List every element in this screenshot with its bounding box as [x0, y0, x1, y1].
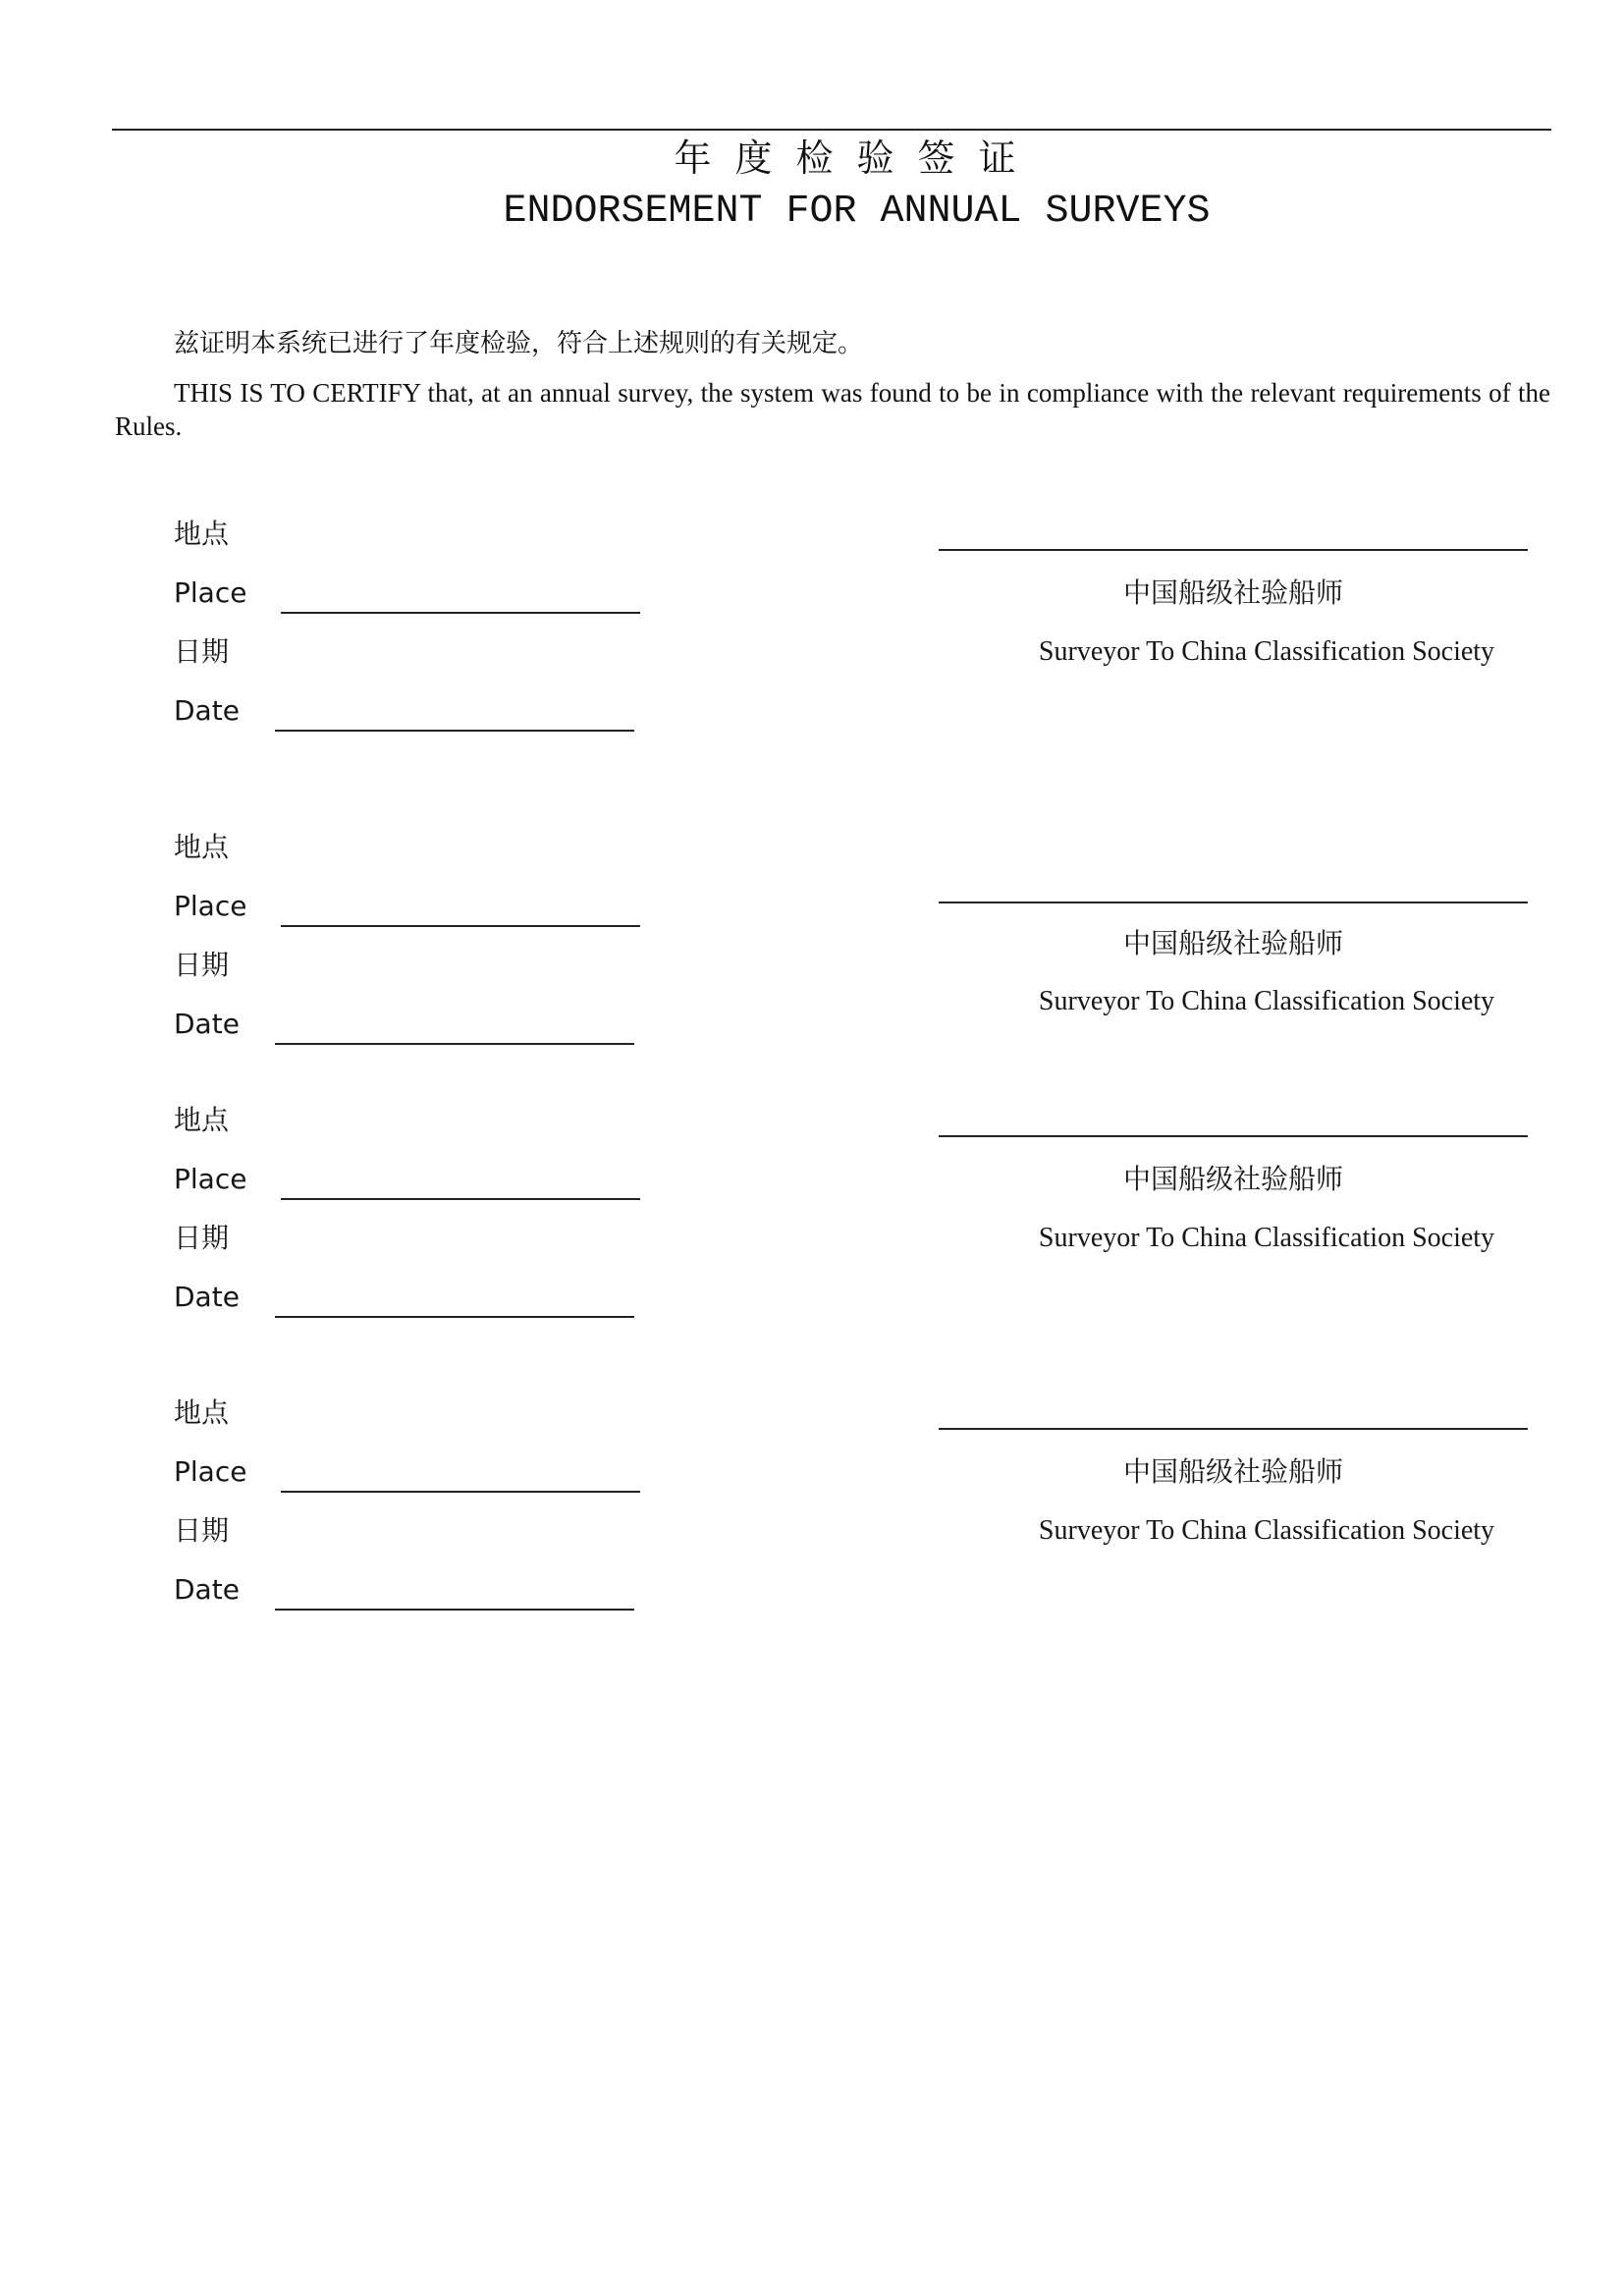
date-field[interactable] — [275, 1316, 634, 1318]
surveyor-signature-line[interactable] — [939, 1428, 1528, 1430]
surveyor-title-chinese: 中国船级社验船师 — [1122, 927, 1343, 959]
endorsement-block-3 — [0, 1101, 1624, 1337]
certification-statement-chinese: 兹证明本系统已进行了年度检验，符合上述规则的有关规定。 — [174, 329, 864, 358]
date-label: Date — [174, 694, 240, 727]
top-rule — [112, 129, 1551, 131]
surveyor-signature-line[interactable] — [939, 902, 1528, 903]
surveyor-title-english: Surveyor To China Classification Society — [1038, 986, 1495, 1016]
endorsement-block-2 — [0, 828, 1624, 1064]
date-label: Date — [174, 1573, 240, 1606]
certification-statement-english: THIS IS TO CERTIFY that, at an annual survey, the system was found to be in compliance with the relevant requirements of the Rules. — [115, 378, 1550, 441]
surveyor-title-english: Surveyor To China Classification Society — [1038, 1223, 1495, 1253]
date-label: Date — [174, 1281, 240, 1313]
place-label-chinese: 地点 — [174, 1104, 230, 1136]
place-label: Place — [174, 890, 247, 922]
date-field[interactable] — [275, 1609, 634, 1611]
surveyor-title-english: Surveyor To China Classification Society — [1038, 636, 1495, 667]
place-label-chinese: 地点 — [174, 831, 230, 863]
date-label-chinese: 日期 — [174, 635, 230, 668]
endorsement-block-4 — [0, 1394, 1624, 1629]
place-label-chinese: 地点 — [174, 1396, 230, 1429]
date-field[interactable] — [275, 1043, 634, 1045]
title-english: ENDORSEMENT FOR ANNUAL SURVEYS — [503, 190, 1211, 234]
surveyor-title-chinese: 中国船级社验船师 — [1122, 576, 1343, 609]
surveyor-signature-line[interactable] — [939, 549, 1528, 551]
date-label: Date — [174, 1008, 240, 1040]
place-field[interactable] — [281, 1491, 640, 1493]
surveyor-title-chinese: 中国船级社验船师 — [1122, 1455, 1343, 1488]
place-label: Place — [174, 1455, 247, 1488]
place-label: Place — [174, 576, 247, 609]
date-field[interactable] — [275, 730, 634, 732]
date-label-chinese: 日期 — [174, 1222, 230, 1254]
place-label-chinese: 地点 — [174, 518, 230, 550]
place-label: Place — [174, 1163, 247, 1195]
date-label-chinese: 日期 — [174, 949, 230, 981]
place-field[interactable] — [281, 1198, 640, 1200]
title-chinese: 年度检验签证 — [674, 137, 1040, 180]
surveyor-title-chinese: 中国船级社验船师 — [1122, 1163, 1343, 1195]
endorsement-block-1 — [0, 515, 1624, 750]
surveyor-title-english: Surveyor To China Classification Society — [1038, 1515, 1495, 1546]
place-field[interactable] — [281, 612, 640, 614]
date-label-chinese: 日期 — [174, 1514, 230, 1547]
place-field[interactable] — [281, 925, 640, 927]
surveyor-signature-line[interactable] — [939, 1135, 1528, 1137]
